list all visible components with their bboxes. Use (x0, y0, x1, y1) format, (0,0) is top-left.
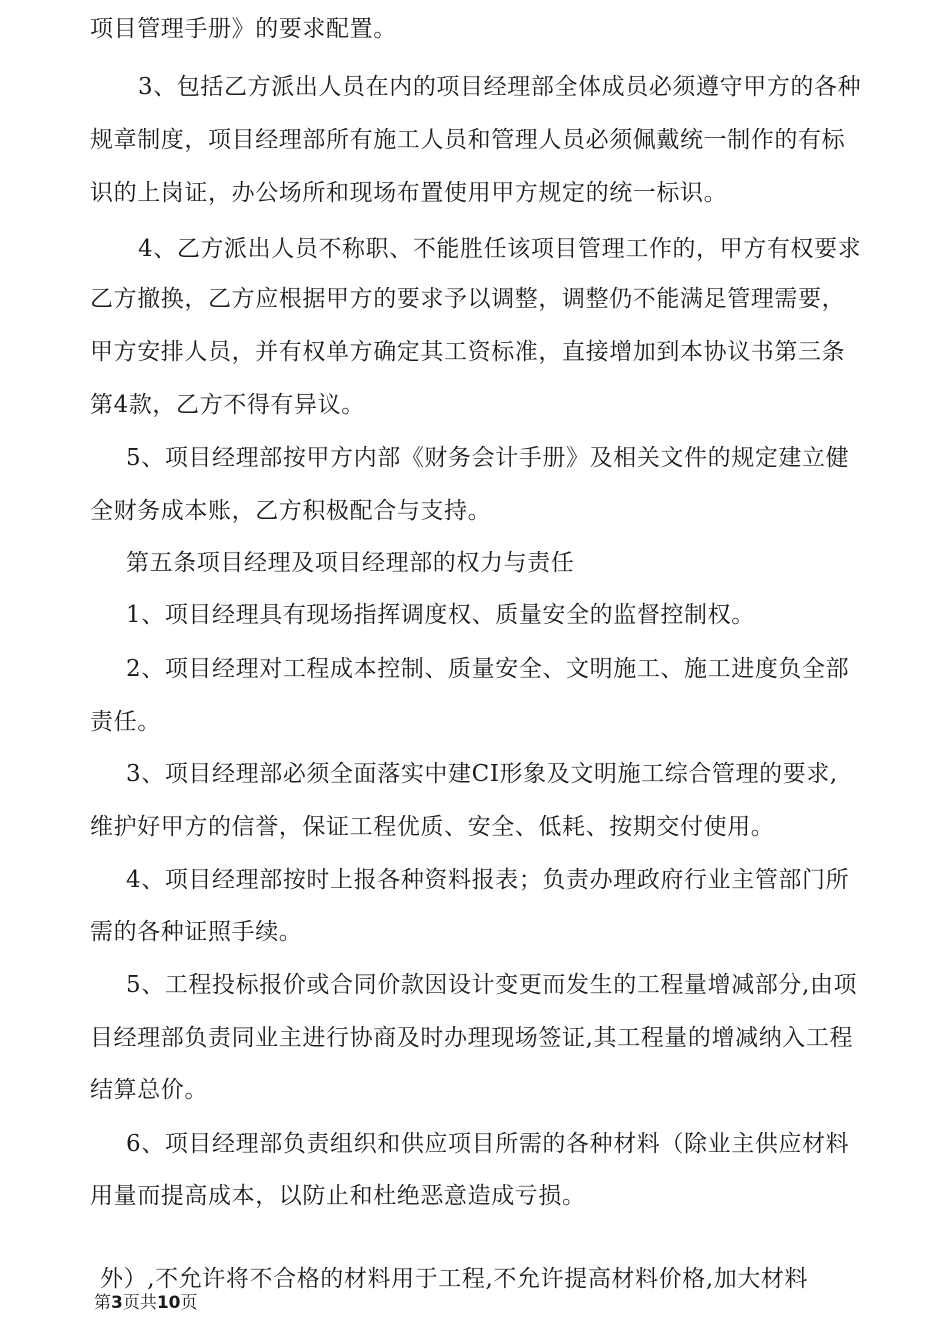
text-line: 乙方撤换，乙方应根据甲方的要求予以调整，调整仍不能满足管理需要， (90, 286, 846, 312)
text-line: 3、项目经理部必须全面落实中建CI形象及文明施工综合管理的要求, (126, 761, 838, 787)
text-line: 规章制度，项目经理部所有施工人员和管理人员必须佩戴统一制作的有标 (90, 127, 846, 153)
page-number-prefix: 第 (94, 1293, 111, 1313)
text-line: 3、包括乙方派出人员在内的项目经理部全体成员必须遵守甲方的各种 (138, 74, 862, 100)
page-number-total: 10 (156, 1293, 181, 1313)
text-line: 项目管理手册》的要求配置。 (90, 16, 397, 42)
text-line: 2、项目经理对工程成本控制、质量安全、文明施工、施工进度负全部 (126, 656, 850, 682)
text-line: 6、项目经理部负责组织和供应项目所需的各种材料（除业主供应材料 (126, 1131, 850, 1157)
page-number-middle: 页共 (122, 1293, 157, 1313)
text-line: 4、乙方派出人员不称职、不能胜任该项目管理工作的，甲方有权要求 (138, 236, 862, 262)
text-line: 需的各种证照手续。 (90, 919, 303, 945)
text-line: 甲方安排人员，并有权单方确定其工资标准，直接增加到本协议书第三条 (90, 339, 846, 365)
text-line: 维护好甲方的信誉，保证工程优质、安全、低耗、按期交付使用。 (90, 814, 775, 840)
text-line: 结算总价。 (90, 1077, 208, 1103)
text-line: 识的上岗证，办公场所和现场布置使用甲方规定的统一标识。 (90, 180, 728, 206)
text-line: 4、项目经理部按时上报各种资料报表；负责办理政府行业主管部门所 (126, 867, 850, 893)
text-line: 5、项目经理部按甲方内部《财务会计手册》及相关文件的规定建立健 (126, 445, 850, 471)
text-line: 用量而提高成本，以防止和杜绝恶意造成亏损。 (90, 1183, 586, 1209)
text-line: 全财务成本账，乙方积极配合与支持。 (90, 498, 492, 524)
section-heading: 第五条项目经理及项目经理部的权力与责任 (126, 550, 575, 576)
page-number-suffix: 页 (180, 1293, 198, 1313)
page-number-current: 3 (111, 1293, 123, 1313)
text-line: 外）,不允许将不合格的材料用于工程,不允许提高材料价格,加大材料 (100, 1266, 809, 1292)
page-number (94, 1292, 198, 1314)
text-line: 目经理部负责同业主进行协商及时办理现场签证,其工程量的增减纳入工程 (90, 1025, 854, 1051)
text-line: 第4款，乙方不得有异议。 (90, 392, 365, 418)
text-line: 责任。 (90, 709, 161, 735)
text-line: 5、工程投标报价或合同价款因设计变更而发生的工程量增减部分,由项 (126, 972, 858, 998)
text-line: 1、项目经理具有现场指挥调度权、质量安全的监督控制权。 (126, 602, 755, 628)
